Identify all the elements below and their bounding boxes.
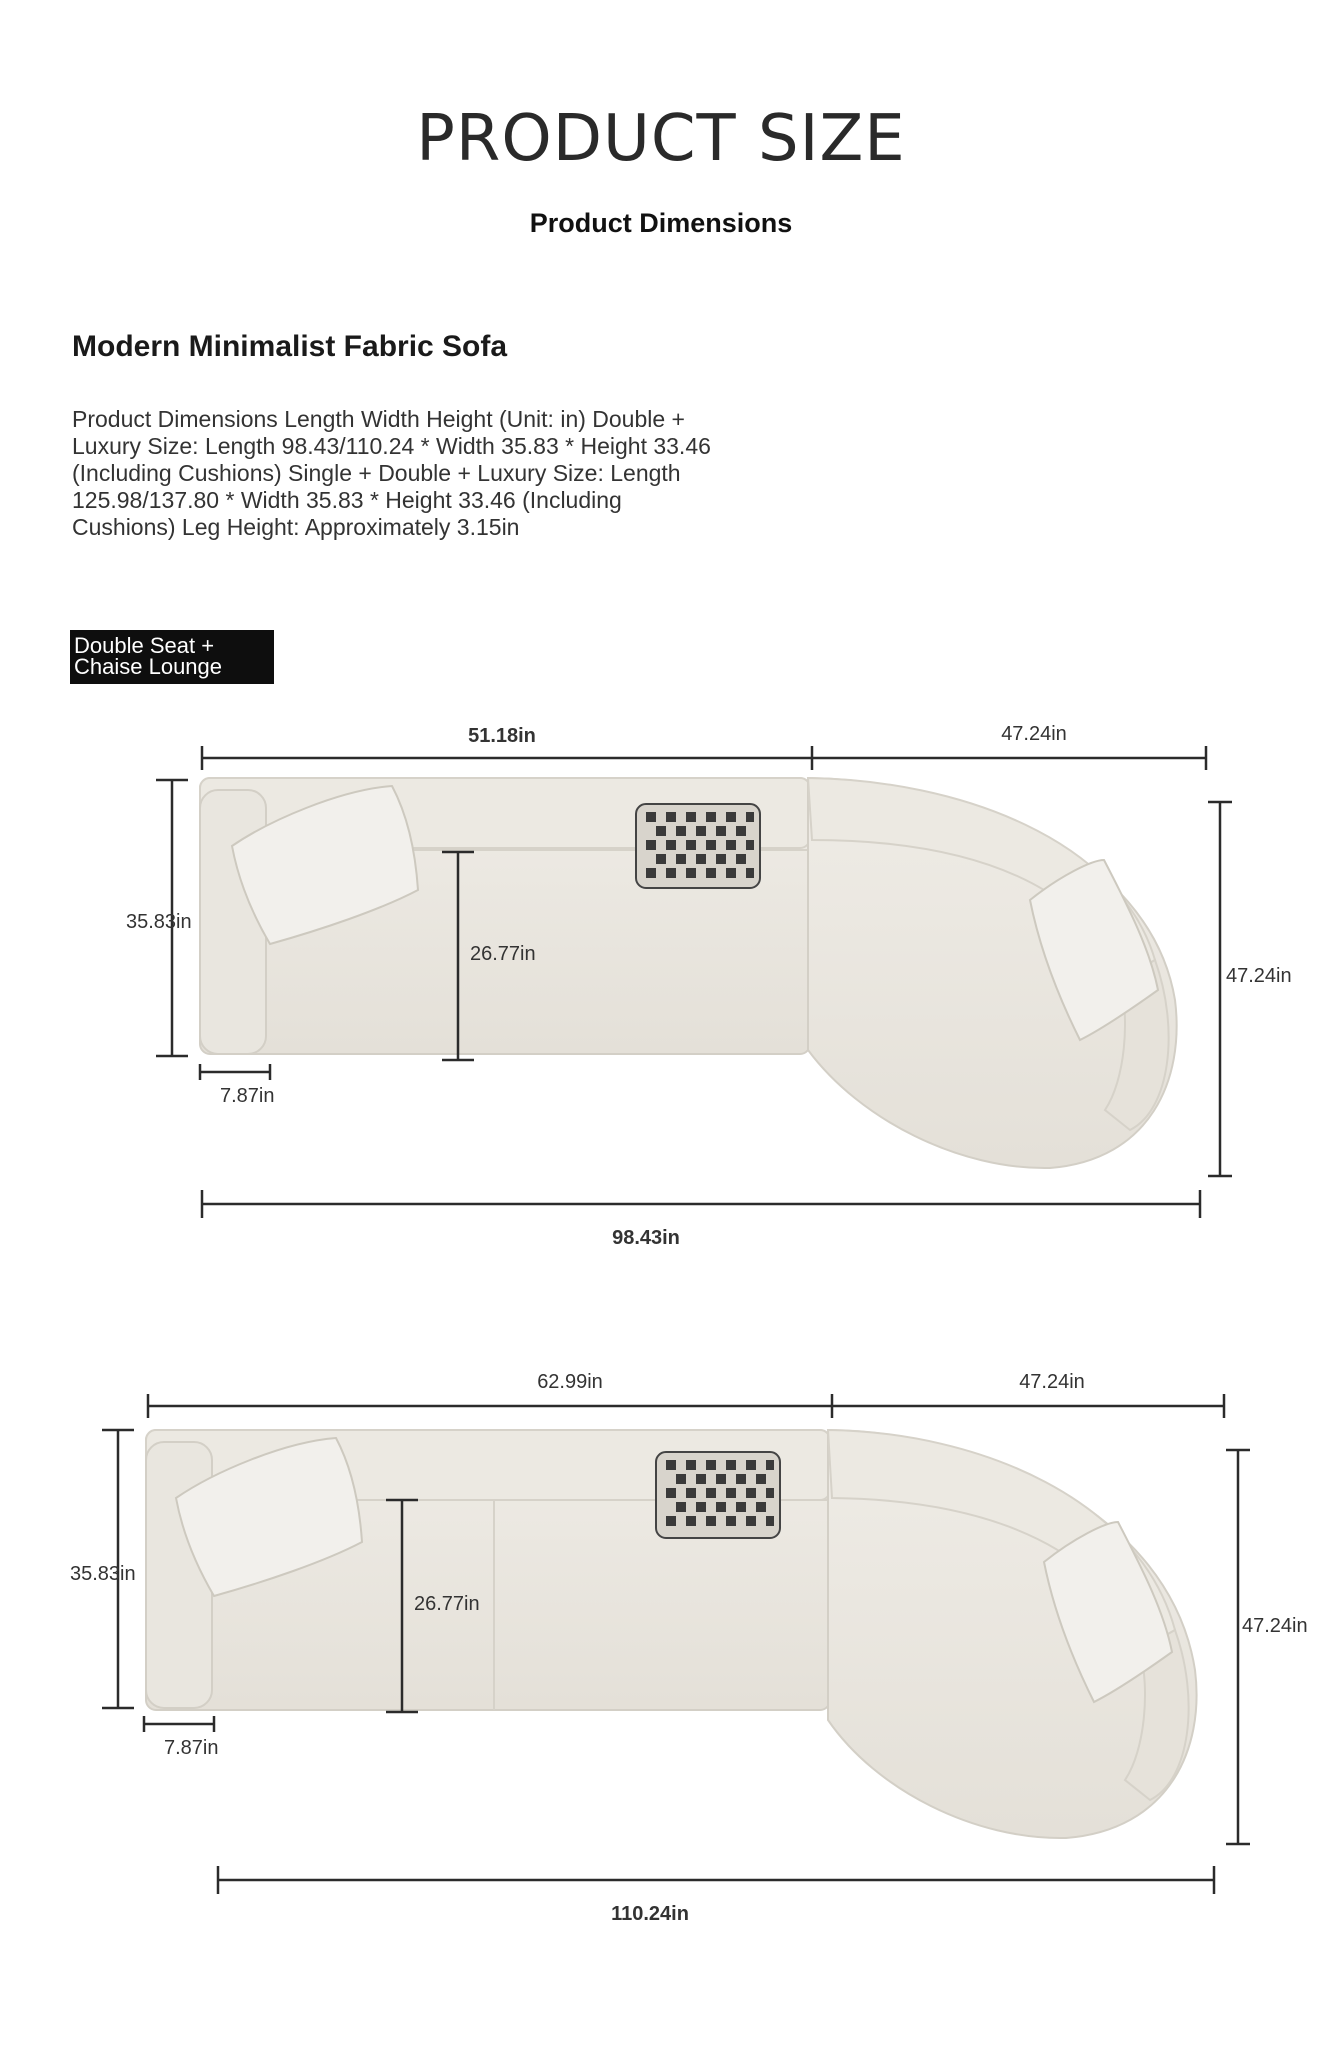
sofa-illustration — [200, 778, 1177, 1168]
dim1-seat-depth: 26.77in — [470, 943, 536, 965]
page-title: PRODUCT SIZE — [416, 102, 906, 176]
dim2-total-length: 110.24in — [611, 1903, 689, 1925]
pillow-houndstooth — [656, 1452, 780, 1538]
dim1-top-left: 51.18in — [468, 725, 536, 747]
sofa-illustration — [146, 1430, 1197, 1838]
badge-line-2: Chaise Lounge — [74, 654, 223, 679]
dim2-chaise-depth: 47.24in — [1242, 1615, 1308, 1637]
product-name: Modern Minimalist Fabric Sofa — [72, 330, 508, 363]
dim1-arm-width: 7.87in — [220, 1085, 275, 1107]
product-description: Product Dimensions Length Width Height (Unit: in) Double + Luxury Size: Length 98.43/110.24 * Width 35.83 * Height 33.46 (Including Cushions) Single + Double + Luxury Size: Length 125.98/137.80 * Width 35.83 * Height 33.46 (Including Cushions) Leg Height: Approximately 3.15in — [72, 406, 711, 540]
page-subtitle: Product Dimensions — [529, 208, 793, 238]
dim2-top-right: 47.24in — [1019, 1371, 1085, 1393]
dim2-seat-depth: 26.77in — [414, 1593, 480, 1615]
sofa-diagram-1 — [0, 700, 1322, 1260]
dim1-depth: 35.83in — [126, 911, 192, 933]
dim2-arm-width: 7.87in — [164, 1737, 219, 1759]
dim1-total-length: 98.43in — [612, 1227, 680, 1249]
dim1-chaise-depth: 47.24in — [1226, 965, 1292, 987]
badge-line-1: Double Seat + — [74, 633, 215, 658]
sofa-diagram-2 — [0, 1350, 1322, 1930]
configuration-badge — [70, 630, 274, 684]
dim2-depth: 35.83in — [70, 1563, 136, 1585]
dim1-top-right: 47.24in — [1001, 723, 1067, 745]
dim2-top-left: 62.99in — [537, 1371, 603, 1393]
pillow-houndstooth — [636, 804, 760, 888]
